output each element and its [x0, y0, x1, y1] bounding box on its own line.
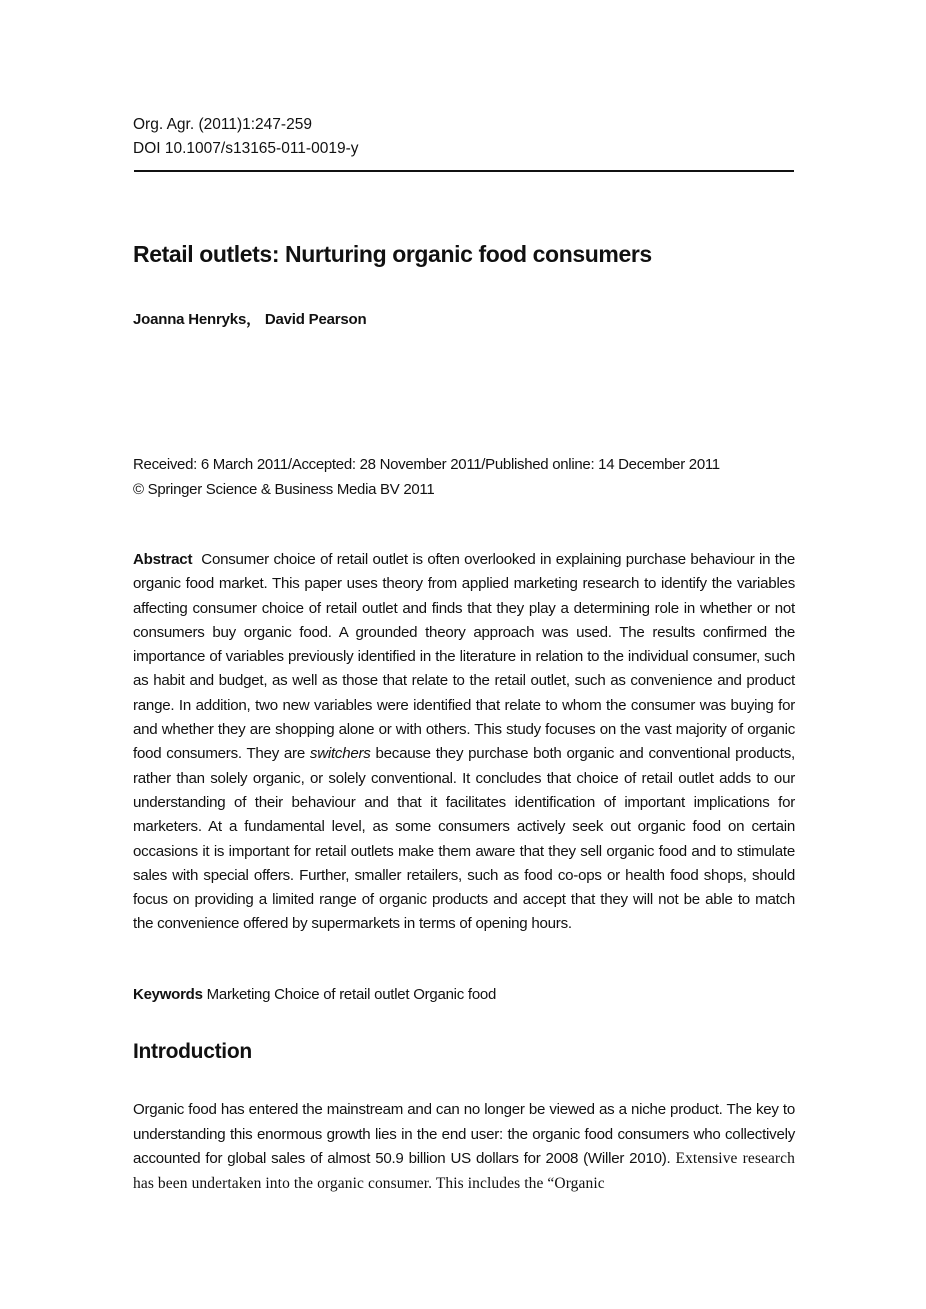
- abstract-text-part1: Consumer choice of retail outlet is often overlooked in explaining purchase behaviour in the organic food market. This paper uses theory from applied marketing research to identify the variables affecting consumer choice of retail outlet and finds that they play a determining role in whether or not consumers buy organic food. A grounded theory approach was used. The results confirmed the importance of variables previously identified in the literature in relation to the individual consumer, such as habit and budget, as well as those that relate to the retail outlet, such as convenience and product range. In addition, two new variables were identified that relate to whom the consumer was buying for and whether they are shopping alone or with others. This study focuses on the vast majority of organic food consumers. They are: [133, 551, 795, 763]
- keywords-text: Marketing Choice of retail outlet Organic food: [206, 986, 497, 1003]
- journal-citation: Org. Agr. (2011)1:247-259: [133, 116, 312, 133]
- abstract-emphasis: switchers: [309, 745, 371, 763]
- abstract-label: Abstract: [133, 551, 193, 568]
- journal-doi: DOI 10.1007/s13165-011-0019-y: [133, 140, 359, 157]
- publication-history: [133, 452, 720, 502]
- copyright-notice: © Springer Science & Business Media BV 2011: [133, 481, 435, 498]
- introduction-paragraph: [133, 1098, 795, 1196]
- introduction-text: Organic food has entered the mainstream and can no longer be viewed as a niche product. The key to understanding this enormous growth lies in the end user: the organic food consumers who collectively accounted for global sales of almost 50.9 billion US dollars for 2008 (Willer 2010).: [133, 1101, 795, 1167]
- keywords: [133, 986, 496, 1003]
- journal-header: [133, 113, 358, 161]
- introduction-text-serif: Extensive research has been undertaken into the organic consumer. This includes the “Organic: [133, 1150, 796, 1192]
- paper-title: Retail outlets: Nurturing organic food consumers: [133, 241, 652, 267]
- abstract-text-part2: because they purchase both organic and conventional products, rather than solely organic, or solely conventional. It concludes that choice of retail outlet adds to our understanding of their behaviour and that it facilitates identification of important implications for marketers. At a fundamental level, as some consumers actively seek out organic food on certain occasions it is important for retail outlets make them aware that they sell organic food and to stimulate sales with special offers. Further, smaller retailers, such as food co-ops or health food shops, should focus on providing a limited range of organic products and accept that they will not be able to match the convenience offered by supermarkets in terms of opening hours.: [133, 745, 795, 933]
- keywords-label: Keywords: [133, 986, 203, 1003]
- abstract: [133, 548, 795, 937]
- section-heading-introduction: Introduction: [133, 1040, 252, 1063]
- history-dates: Received: 6 March 2011/Accepted: 28 November 2011/Published online: 14 December 2011: [133, 456, 720, 473]
- author-list: Joanna Henryks， David Pearson: [133, 311, 367, 328]
- header-divider: [134, 170, 794, 172]
